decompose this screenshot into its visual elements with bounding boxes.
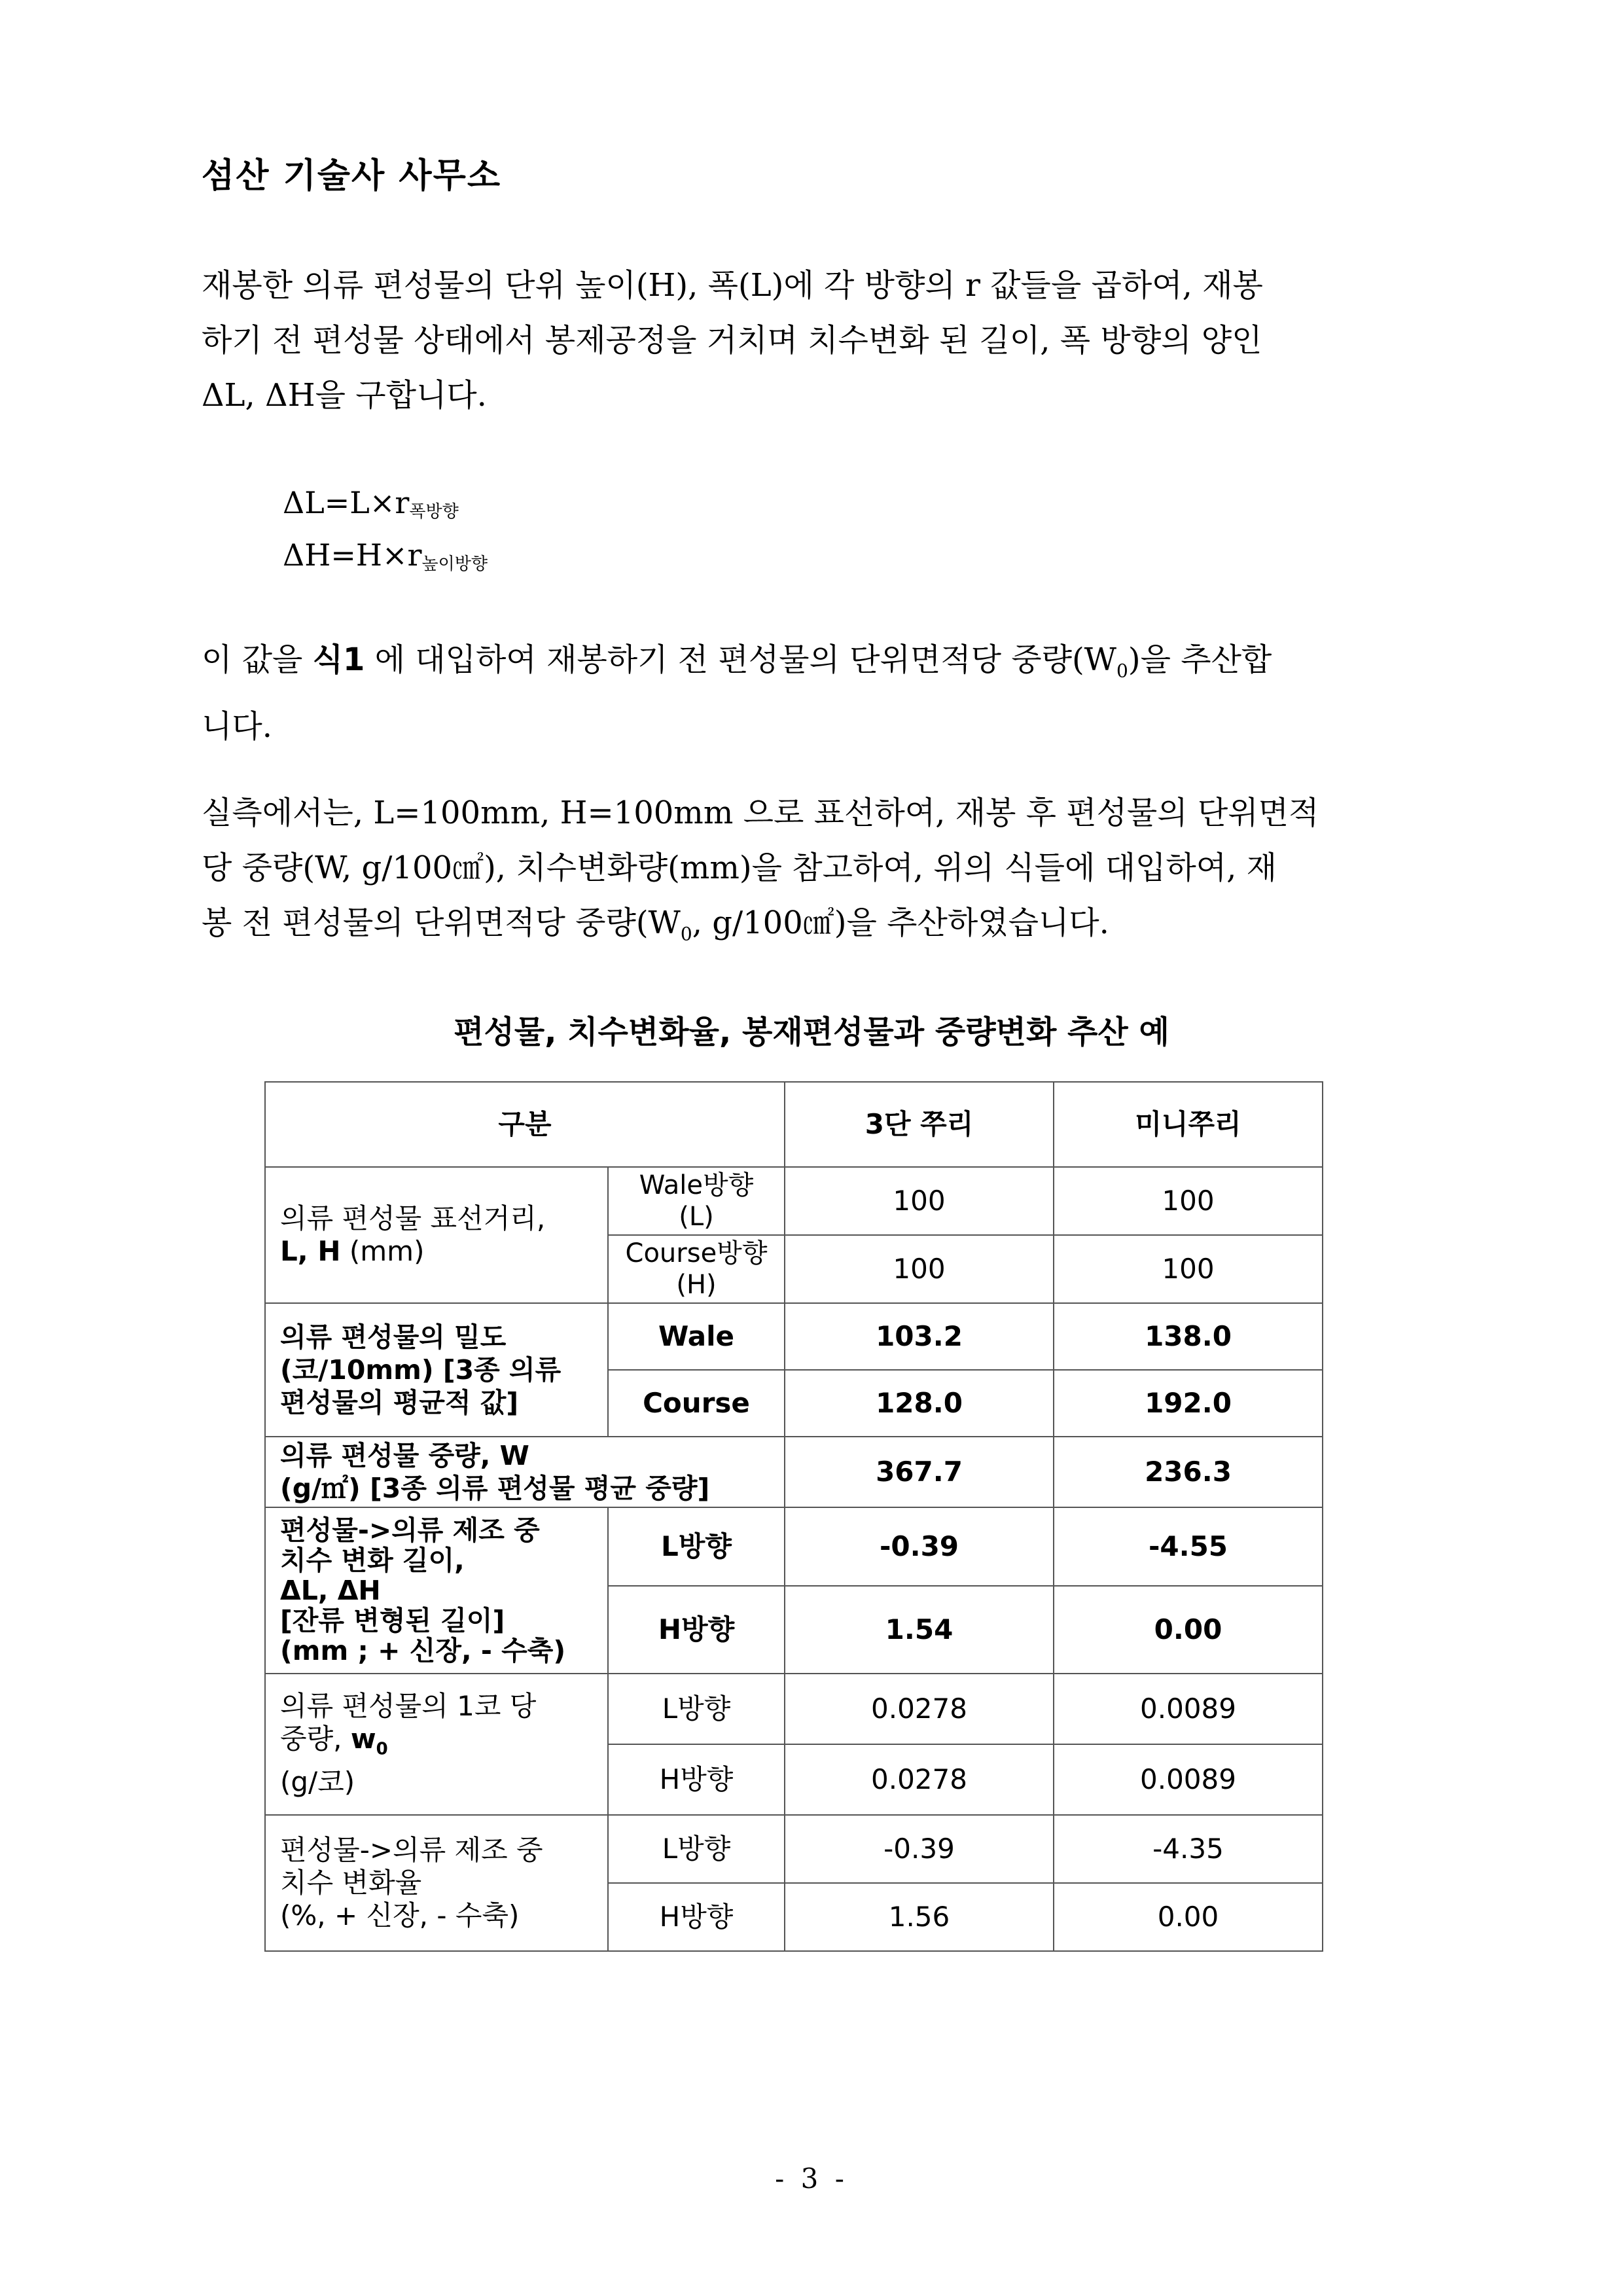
paragraph-line: 실측에서는, L=100mm, H=100mm 으로 표선하여, 재봉 후 편성물의 단위면적 bbox=[202, 795, 1319, 831]
formula-delta-h: $\Delta H=H\times r_{높이방향}$ bbox=[283, 537, 488, 574]
sub-label: H방향 bbox=[608, 1586, 785, 1674]
table-cell: 0.00 bbox=[1054, 1586, 1323, 1674]
row-label-dimension-change-rate: 편성물->의류 제조 중 치수 변화율 (%, + 신장, - 수축) bbox=[265, 1815, 608, 1951]
paragraph-line: 당 중량(W, g/100㎠), 치수변화량(mm)을 참고하여, 위의 식들에 대입하여, 재 bbox=[202, 850, 1277, 886]
office-header: 섬산 기술사 사무소 bbox=[202, 156, 502, 196]
substitution-paragraph bbox=[202, 632, 1423, 754]
row-label-density: 의류 편성물의 밀도 (코/10mm) [3종 의류 편성물의 평균적 값] bbox=[265, 1303, 608, 1437]
table-cell: 0.00 bbox=[1054, 1883, 1323, 1951]
sub-label: H방향 bbox=[608, 1883, 785, 1951]
table-cell: 100 bbox=[1054, 1167, 1323, 1235]
header-3dan-jjuri: 3단 쭈리 bbox=[785, 1082, 1054, 1167]
table-cell: 0.0278 bbox=[785, 1744, 1054, 1815]
table-cell: -4.35 bbox=[1054, 1815, 1323, 1883]
paragraph-line: 이 값을 식1 에 대입하여 재봉하기 전 편성물의 단위면적당 중량$(W_0)$을 추산합 bbox=[202, 641, 1272, 682]
table-cell: 1.56 bbox=[785, 1883, 1054, 1951]
table-row bbox=[265, 1815, 1323, 1883]
table-row bbox=[265, 1437, 1323, 1507]
intro-paragraph bbox=[202, 258, 1423, 423]
table-row bbox=[265, 1507, 1323, 1586]
page-number: - 3 - bbox=[775, 2162, 848, 2195]
table-cell: 138.0 bbox=[1054, 1303, 1323, 1370]
table-cell: 1.54 bbox=[785, 1586, 1054, 1674]
formula-delta-l: $\Delta L=L\times r_{폭방향}$ bbox=[283, 485, 459, 522]
table-cell: 100 bbox=[785, 1167, 1054, 1235]
paragraph-line: 니다. bbox=[202, 708, 272, 745]
measurement-paragraph bbox=[202, 785, 1423, 962]
row-label-marking-distance: 의류 편성물 표선거리, L, H (mm) bbox=[265, 1167, 608, 1303]
table-cell: 0.0089 bbox=[1054, 1674, 1323, 1744]
sub-label: L방향 bbox=[608, 1674, 785, 1744]
table-row bbox=[265, 1167, 1323, 1235]
paragraph-line: 봉 전 편성물의 단위면적당 중량($W_0$, g/100㎠)을 추산하였습니다. bbox=[202, 905, 1109, 945]
table-row bbox=[265, 1674, 1323, 1744]
table-cell: 100 bbox=[1054, 1235, 1323, 1303]
table-cell: -0.39 bbox=[785, 1815, 1054, 1883]
paragraph-line: ΔL, ΔH을 구합니다. bbox=[202, 377, 487, 414]
row-label-weight-per-loop: 의류 편성물의 1코 당 중량, $w_0$ (g/코) bbox=[265, 1674, 608, 1815]
sub-label: Wale방향 (L) bbox=[608, 1167, 785, 1235]
sub-label: Course방향 (H) bbox=[608, 1235, 785, 1303]
table-row bbox=[265, 1303, 1323, 1370]
paragraph-line: 하기 전 편성물 상태에서 봉제공정을 거치며 치수변화 된 길이, 폭 방향의 양인 bbox=[202, 322, 1262, 359]
table-cell: 192.0 bbox=[1054, 1370, 1323, 1437]
row-label-fabric-weight: 의류 편성물 중량, W (g/㎡) [3종 의류 편성물 평균 중량] bbox=[265, 1437, 785, 1507]
table-cell: 236.3 bbox=[1054, 1437, 1323, 1507]
sub-label: H방향 bbox=[608, 1744, 785, 1815]
table-title: 편성물, 치수변화율, 봉재편성물과 중량변화 추산 예 bbox=[454, 1014, 1169, 1050]
equation-reference: 식1 bbox=[312, 641, 365, 678]
header-category: 구분 bbox=[265, 1082, 785, 1167]
estimation-table bbox=[264, 1081, 1323, 1952]
table-cell: 103.2 bbox=[785, 1303, 1054, 1370]
table-cell: -4.55 bbox=[1054, 1507, 1323, 1586]
sub-label: Course bbox=[608, 1370, 785, 1437]
table-cell: 0.0278 bbox=[785, 1674, 1054, 1744]
table-cell: 100 bbox=[785, 1235, 1054, 1303]
header-mini-jjuri: 미니쭈리 bbox=[1054, 1082, 1323, 1167]
sub-label: L방향 bbox=[608, 1507, 785, 1586]
table-cell: -0.39 bbox=[785, 1507, 1054, 1586]
table-cell: 367.7 bbox=[785, 1437, 1054, 1507]
paragraph-line: 재봉한 의류 편성물의 단위 높이(H), 폭(L)에 각 방향의 r 값들을 곱하여, 재봉 bbox=[202, 267, 1263, 304]
sub-label: L방향 bbox=[608, 1815, 785, 1883]
sub-label: Wale bbox=[608, 1303, 785, 1370]
table-cell: 128.0 bbox=[785, 1370, 1054, 1437]
table-header-row bbox=[265, 1082, 1323, 1167]
row-label-dimension-change: 편성물->의류 제조 중 치수 변화 길이, ΔL, ΔH [잔류 변형된 길이] (mm ; + 신장, - 수축) bbox=[265, 1507, 608, 1674]
table-cell: 0.0089 bbox=[1054, 1744, 1323, 1815]
